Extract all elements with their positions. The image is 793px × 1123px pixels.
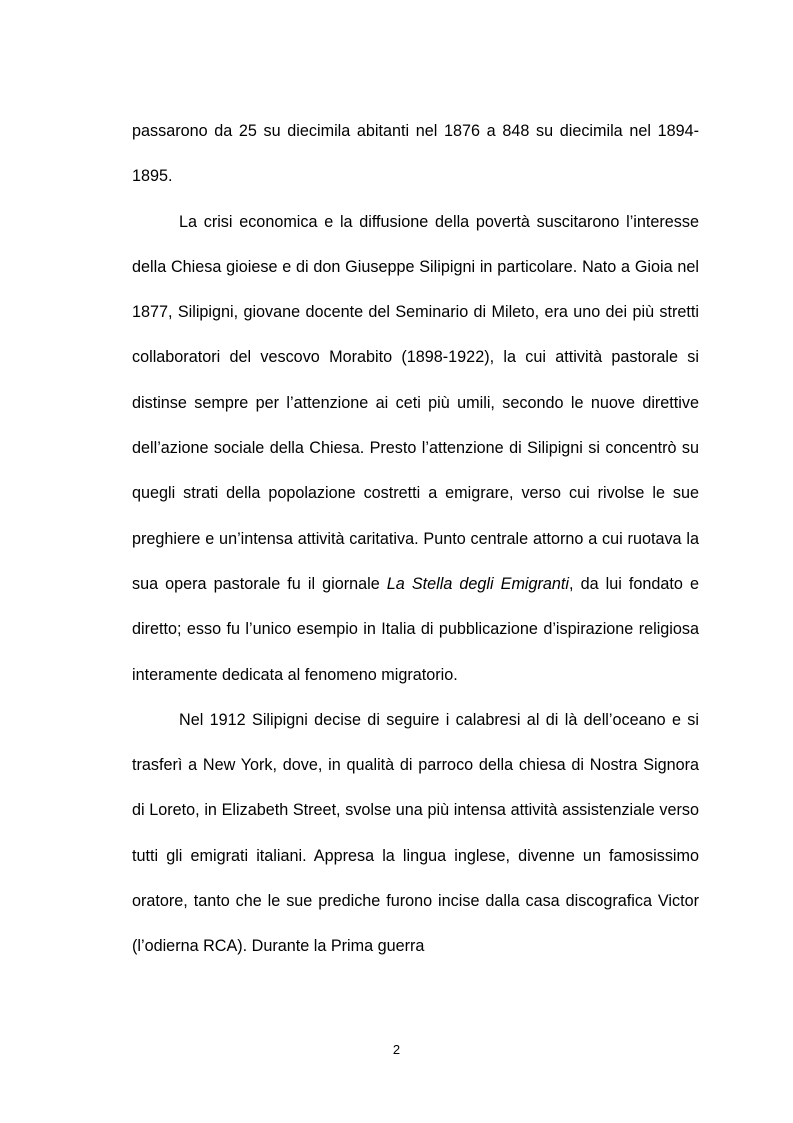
paragraph-2-text-a: La crisi economica e la diffusione della povertà suscitarono l’interesse della Chiesa gioiese e di don Giuseppe Silipigni in particolare. Nato a Gioia nel 1877, Silipigni, giovane docente del Seminario di Mileto, era uno dei più stretti collaboratori del vescovo Morabito (1898-1922), la cui attività pastorale si distinse sempre per l’attenzione ai ceti più umili, secondo le nuove direttive dell’azione sociale della Chiesa. Presto l’attenzione di Silipigni si concentrò su quegli strati della popolazione costretti a emigrare, verso cui rivolse le sue preghiere e un’intensa attività caritativa. Punto centrale attorno a cui ruotava la sua opera pastorale fu il giornale bbox=[132, 212, 699, 593]
paragraph-3 bbox=[132, 698, 699, 970]
paragraph-2 bbox=[132, 200, 699, 698]
newspaper-title: La Stella degli Emigranti bbox=[386, 574, 570, 593]
page-number: 2 bbox=[392, 1042, 401, 1057]
paragraph-1-text: passarono da 25 su diecimila abitanti nel 1876 a 848 su diecimila nel 1894-1895. bbox=[132, 122, 699, 186]
paragraph-3-text: Nel 1912 Silipigni decise di seguire i calabresi al di là dell’oceano e si trasferì a New York, dove, in qualità di parroco della chiesa di Nostra Signora di Loreto, in Elizabeth Street, svolse una più intensa attività assistenziale verso tutti gli emigrati italiani. Appresa la lingua inglese, divenne un famosissimo oratore, tanto che le sue prediche furono incise dalla casa discografica Victor (l’odierna RCA). Durante la Prima guerra bbox=[132, 710, 699, 956]
body-text bbox=[132, 109, 699, 970]
paragraph-1 bbox=[132, 109, 699, 200]
paragraph-2-text-b: , da lui fondato e diretto; esso fu l’unico esempio in Italia di pubblicazione d’ispirazione religiosa interamente dedicata al fenomeno migratorio. bbox=[132, 574, 699, 684]
